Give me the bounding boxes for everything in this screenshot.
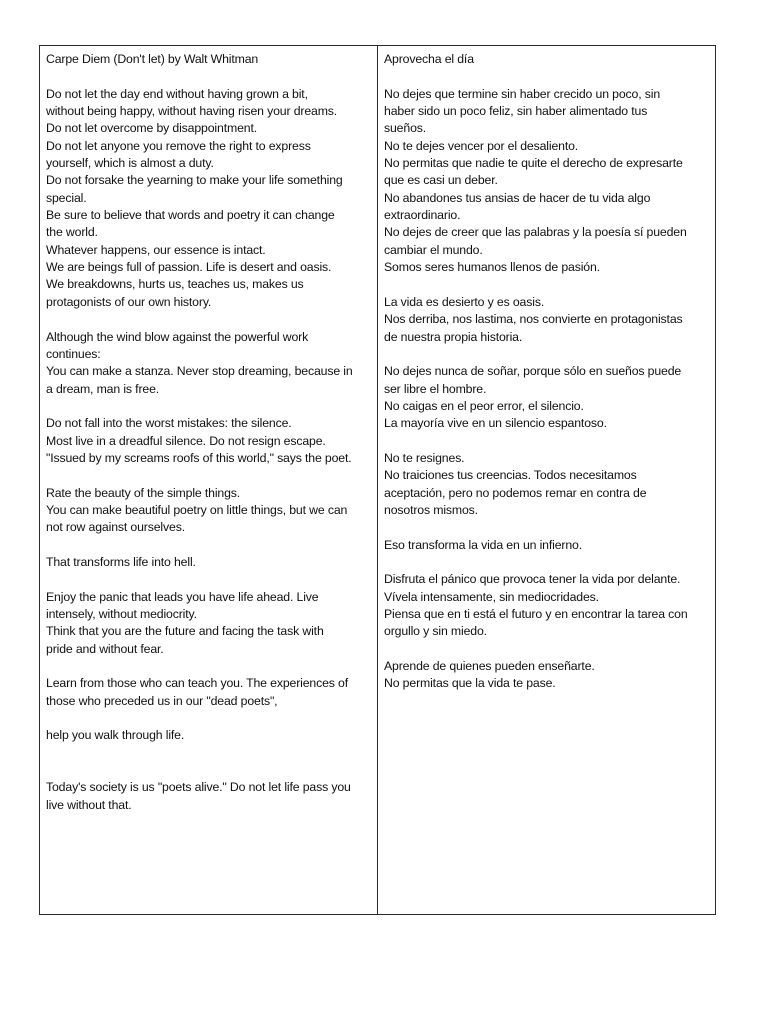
poem-line: extraordinario.	[384, 208, 461, 223]
poem-line: No dejes nunca de soñar, porque sólo en sueños puede	[384, 364, 682, 379]
poem-line: You can make beautiful poetry on little things, but we can	[46, 502, 348, 517]
poem-line: Do not fall into the worst mistakes: the silence.	[46, 416, 292, 431]
poem-line: You can make a stanza. Never stop dreaming, because in	[46, 364, 353, 379]
poem-line	[46, 745, 371, 762]
poem-line: special.	[46, 190, 87, 205]
poem-line: No permitas que la vida te pase.	[384, 676, 556, 691]
poem-line: Aprende de quienes pueden enseñarte.	[384, 659, 595, 674]
english-poem-body	[46, 86, 371, 814]
poem-line: intensely, without mediocrity.	[46, 607, 197, 621]
poem-line	[46, 537, 371, 554]
spanish-poem-body	[384, 86, 709, 693]
poem-line: Somos seres humanos llenos de pasión.	[384, 260, 600, 275]
poem-line: without being happy, without having risen your dreams.	[46, 104, 338, 119]
poem-line: We are beings full of passion. Life is desert and oasis.	[46, 260, 332, 275]
poem-line	[384, 641, 709, 658]
poem-line	[384, 554, 709, 571]
poem-line: not row against ourselves.	[46, 520, 185, 535]
poem-line: Today's society is us "poets alive." Do not let life pass you	[46, 780, 351, 795]
poem-line: Do not let anyone you remove the right to express	[46, 138, 311, 153]
poem-line: sueños.	[384, 121, 427, 136]
poem-table	[39, 45, 716, 915]
poem-line	[46, 467, 371, 484]
poem-line: We breakdowns, hurts us, teaches us, makes us	[46, 277, 304, 292]
poem-line: That transforms life into hell.	[46, 554, 196, 569]
english-poem-title: Carpe Diem (Don't let) by Walt Whitman	[46, 52, 259, 66]
poem-line: nosotros mismos.	[384, 502, 478, 517]
poem-line: continues:	[46, 346, 101, 361]
poem-line: ser libre el hombre.	[384, 381, 487, 396]
poem-line: Most live in a dreadful silence. Do not resign escape.	[46, 433, 326, 448]
poem-line	[46, 762, 371, 779]
poem-line	[46, 571, 371, 588]
poem-line: haber sido un poco feliz, sin haber alimentado tus	[384, 104, 648, 119]
poem-line	[384, 346, 709, 363]
poem-line: Enjoy the panic that leads you have life ahead. Live	[46, 589, 319, 604]
poem-line: Be sure to believe that words and poetry it can change	[46, 208, 335, 223]
poem-line: Whatever happens, our essence is intact.	[46, 242, 266, 257]
poem-line	[384, 519, 709, 536]
poem-line	[384, 276, 709, 293]
poem-line: aceptación, pero no podemos remar en contra de	[384, 485, 647, 500]
poem-line	[384, 433, 709, 450]
spanish-poem-title: Aprovecha el día	[384, 52, 474, 66]
poem-line: Although the wind blow against the powerful work	[46, 329, 309, 344]
english-poem-column	[40, 46, 378, 914]
poem-line: Disfruta el pánico que provoca tener la vida por delante.	[384, 572, 681, 587]
poem-line: No abandones tus ansias de hacer de tu vida algo	[384, 190, 651, 205]
poem-line: a dream, man is free.	[46, 381, 160, 396]
poem-line: yourself, which is almost a duty.	[46, 156, 214, 171]
poem-line: "Issued by my screams roofs of this world," says the poet.	[46, 450, 352, 465]
poem-line: Eso transforma la vida en un infierno.	[384, 537, 582, 552]
poem-line: Learn from those who can teach you. The experiences of	[46, 676, 349, 691]
spanish-poem-column	[378, 46, 715, 914]
poem-line: No dejes de creer que las palabras y la poesía sí pueden	[384, 225, 687, 240]
poem-line: Do not forsake the yearning to make your life something	[46, 173, 343, 188]
poem-line: No te resignes.	[384, 450, 465, 465]
poem-line: live without that.	[46, 797, 132, 812]
poem-line: No permitas que nadie te quite el derecho de expresarte	[384, 156, 683, 171]
poem-line: Do not let overcome by disappointment.	[46, 121, 257, 136]
poem-line: La mayoría vive en un silencio espantoso.	[384, 416, 607, 431]
poem-line: La vida es desierto y es oasis.	[384, 294, 545, 309]
poem-line	[46, 658, 371, 675]
poem-line: help you walk through life.	[46, 728, 185, 743]
poem-line: No dejes que termine sin haber crecido un poco, sin	[384, 86, 661, 101]
poem-line: de nuestra propia historia.	[384, 329, 523, 344]
poem-line: No traiciones tus creencias. Todos necesitamos	[384, 468, 637, 483]
poem-line: Nos derriba, nos lastima, nos convierte en protagonistas	[384, 312, 683, 327]
poem-line	[46, 710, 371, 727]
poem-line: No caigas en el peor error, el silencio.	[384, 398, 584, 413]
poem-line: pride and without fear.	[46, 641, 164, 656]
poem-line	[46, 398, 371, 415]
poem-line: those who preceded us in our "dead poets",	[46, 693, 278, 708]
poem-line: cambiar el mundo.	[384, 242, 483, 257]
poem-line: Do not let the day end without having grown a bit,	[46, 86, 308, 101]
poem-line: protagonists of our own history.	[46, 294, 212, 309]
poem-line: Piensa que en ti está el futuro y en encontrar la tarea con	[384, 607, 688, 621]
poem-line	[46, 311, 371, 328]
poem-line: No te dejes vencer por el desaliento.	[384, 138, 579, 153]
poem-line: Think that you are the future and facing the task with	[46, 624, 324, 639]
poem-line: Vívela intensamente, sin mediocridades.	[384, 589, 599, 604]
poem-line: que es casi un deber.	[384, 173, 498, 188]
poem-line: orgullo y sin miedo.	[384, 624, 487, 639]
poem-line: the world.	[46, 225, 98, 240]
poem-line: Rate the beauty of the simple things.	[46, 485, 241, 500]
